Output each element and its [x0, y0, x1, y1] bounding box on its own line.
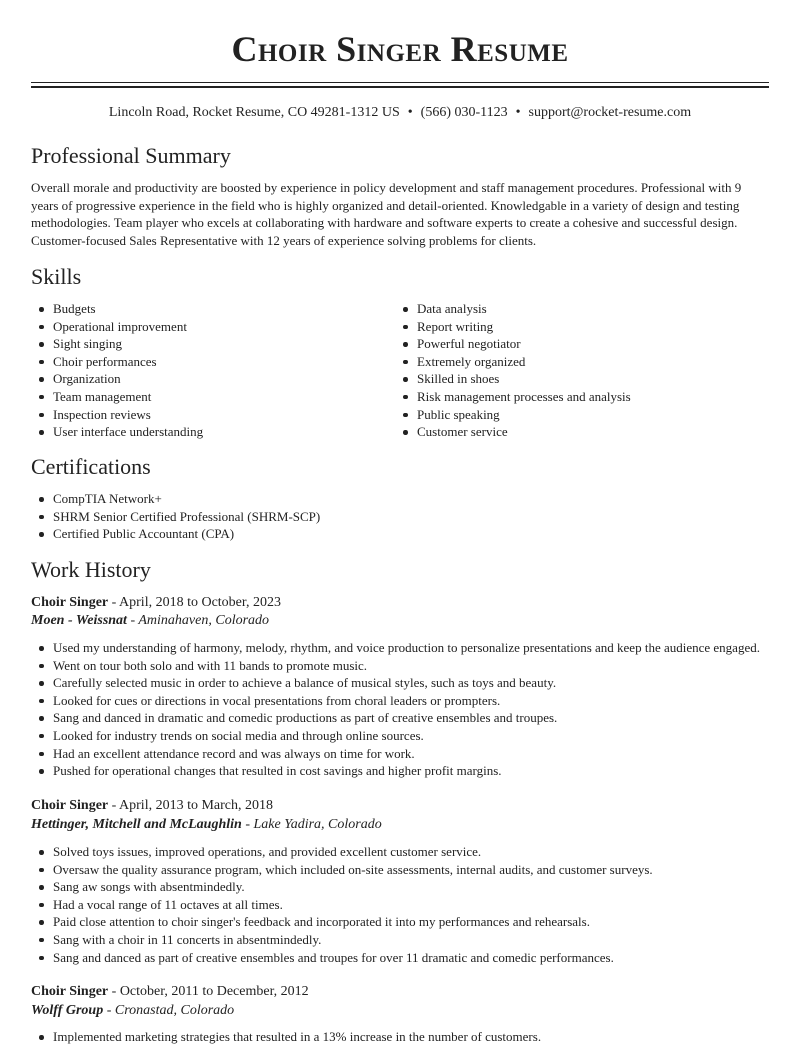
employer-name: Moen - Weissnat — [31, 613, 127, 628]
job-bullet: Sang and danced in dramatic and comedic productions as part of creative ensembles and troupes. — [31, 709, 760, 727]
job-title-line — [31, 594, 281, 612]
employer-name: Hettinger, Mitchell and McLaughlin — [31, 817, 242, 832]
job-bullet: Implemented marketing strategies that resulted in a 13% increase in the number of customers. — [31, 1028, 541, 1046]
skills-heading: Skills — [31, 264, 82, 289]
skills-list-left — [31, 300, 203, 441]
skill-item: Powerful negotiator — [395, 335, 631, 353]
employer-line — [31, 612, 269, 630]
employer-dash: - — [103, 1003, 115, 1018]
job-bullet: Used my understanding of harmony, melody, rhythm, and voice production to personalize presentations and keep the audience engaged. — [31, 639, 760, 657]
skill-item: Operational improvement — [31, 318, 203, 336]
job-bullet: Went on tour both solo and with 11 bands to promote music. — [31, 657, 760, 675]
contact-line — [0, 104, 800, 122]
contact-separator: • — [407, 105, 413, 120]
resume-title: Choir Singer Resume — [231, 29, 569, 69]
job-bullet: Looked for cues or directions in vocal presentations from choral leaders or prompters. — [31, 692, 760, 710]
employer-dash: - — [241, 817, 254, 832]
job-bullet: Oversaw the quality assurance program, which included on-site assessments, internal audits, and customer surveys. — [31, 861, 653, 879]
job-bullet: Solved toys issues, improved operations, and provided excellent customer service. — [31, 843, 653, 861]
skill-item: Organization — [31, 370, 203, 388]
certifications-list — [31, 490, 320, 543]
employer-location: Lake Yadira, Colorado — [253, 817, 382, 832]
contact-email: support@rocket-resume.com — [528, 105, 692, 120]
job-bullet: Had a vocal range of 11 octaves at all times. — [31, 896, 653, 914]
work-history-heading: Work History — [31, 557, 151, 582]
job-dates: October, 2011 to December, 2012 — [119, 984, 309, 999]
job-bullet: Sang and danced as part of creative ensembles and troupes for over 11 dramatic and comedic performances. — [31, 949, 653, 967]
job-bullets — [31, 639, 760, 780]
summary-text: Overall morale and productivity are boosted by experience in policy development and staff management procedures. Professional with 9 years of progressive experience in the field who is highly organized and detail-oriented. Knowledgable in a variety of design and testing methodologies. Team player who excels at collaborating with hardware and software experts to create a cohesive and successful design. Customer-focused Sales Representative with 12 years of experience solving problems for clients. — [31, 180, 742, 249]
job-dash: - — [108, 798, 120, 813]
job-bullet: Carefully selected music in order to achieve a balance of musical styles, such as toys and beauty. — [31, 674, 760, 692]
skill-item: Budgets — [31, 300, 203, 318]
skill-item: Report writing — [395, 318, 631, 336]
contact-phone: (566) 030-1123 — [420, 105, 508, 120]
job-bullet: Sang aw songs with absentmindedly. — [31, 878, 653, 896]
employer-dash: - — [126, 613, 139, 628]
title-divider-thick — [31, 86, 769, 88]
skill-item: User interface understanding — [31, 423, 203, 441]
summary-heading: Professional Summary — [31, 143, 231, 168]
certification-item: SHRM Senior Certified Professional (SHRM-SCP) — [31, 508, 320, 526]
skill-item: Choir performances — [31, 353, 203, 371]
job-dates: April, 2013 to March, 2018 — [119, 798, 274, 813]
employer-location: Aminahaven, Colorado — [138, 613, 270, 628]
contact-separator: • — [515, 105, 521, 120]
job-title: Choir Singer — [31, 595, 109, 610]
skill-item: Inspection reviews — [31, 406, 203, 424]
job-bullets — [31, 843, 653, 966]
skill-item: Customer service — [395, 423, 631, 441]
job-bullet: Had an excellent attendance record and was always on time for work. — [31, 745, 760, 763]
job-dates: April, 2018 to October, 2023 — [119, 595, 282, 610]
skill-item: Sight singing — [31, 335, 203, 353]
job-bullet: Pushed for operational changes that resulted in cost savings and higher profit margins. — [31, 762, 760, 780]
job-title-line — [31, 797, 273, 815]
job-bullet: Looked for industry trends on social media and through online sources. — [31, 727, 760, 745]
job-title: Choir Singer — [31, 984, 109, 999]
skill-item: Extremely organized — [395, 353, 631, 371]
skill-item: Team management — [31, 388, 203, 406]
certification-item: CompTIA Network+ — [31, 490, 320, 508]
skills-list-right — [395, 300, 631, 441]
contact-address: Lincoln Road, Rocket Resume, CO 49281-1312 US — [108, 105, 400, 120]
employer-line — [31, 816, 382, 834]
job-dash: - — [108, 595, 120, 610]
certifications-heading: Certifications — [31, 454, 151, 479]
employer-location: Cronastad, Colorado — [114, 1003, 235, 1018]
job-bullet: Paid close attention to choir singer's feedback and incorporated it into my performances and rehearsals. — [31, 913, 653, 931]
job-dash: - — [108, 984, 120, 999]
employer-line — [31, 1002, 234, 1020]
job-title-line — [31, 983, 309, 1001]
skill-item: Skilled in shoes — [395, 370, 631, 388]
skill-item: Data analysis — [395, 300, 631, 318]
job-bullet: Sang with a choir in 11 concerts in absentmindedly. — [31, 931, 653, 949]
certification-item: Certified Public Accountant (CPA) — [31, 525, 320, 543]
employer-name: Wolff Group — [31, 1003, 104, 1018]
job-bullets — [31, 1028, 541, 1046]
skill-item: Public speaking — [395, 406, 631, 424]
title-divider-thin — [31, 82, 769, 83]
job-title: Choir Singer — [31, 798, 109, 813]
skill-item: Risk management processes and analysis — [395, 388, 631, 406]
